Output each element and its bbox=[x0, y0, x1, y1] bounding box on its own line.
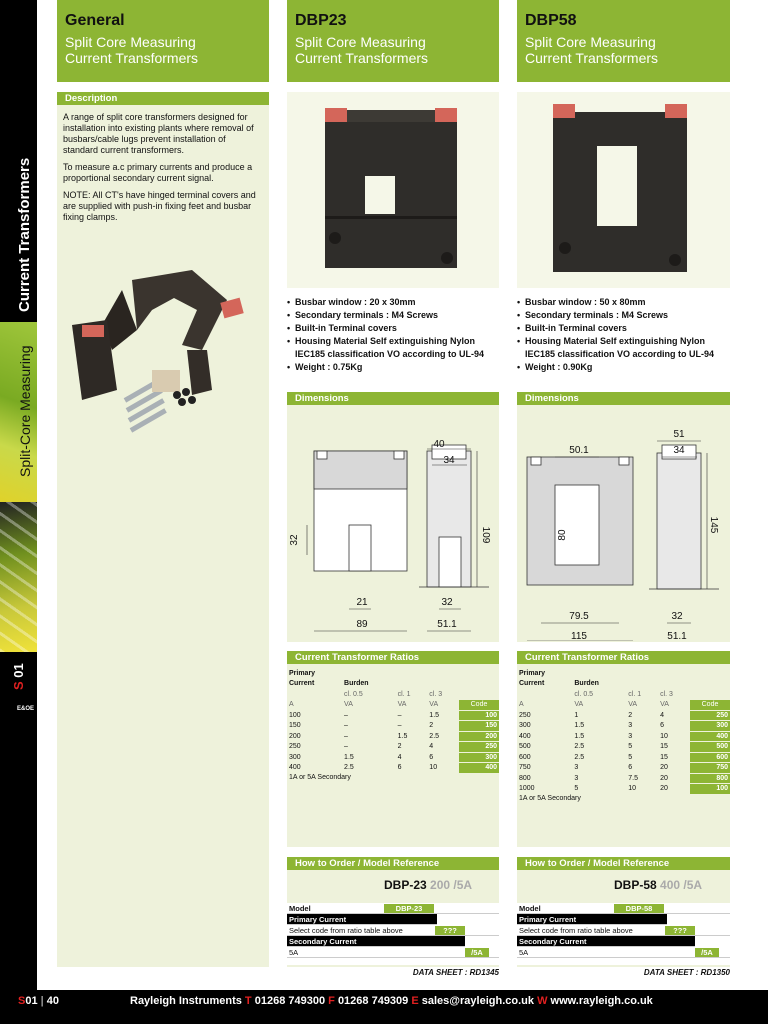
sidebar-decoration bbox=[0, 502, 37, 652]
dbp23-secondary-note: 1A or 5A Secondary bbox=[289, 773, 351, 781]
ratio-row: 250 – 2 4 250 bbox=[289, 743, 497, 751]
dim-label: 32 bbox=[671, 611, 683, 622]
dbp58-ratio-heading: Current Transformer Ratios bbox=[517, 651, 730, 664]
ratio-row: 100 – – 1.5 100 bbox=[289, 711, 497, 719]
dbp58-features: • Busbar window : 50 x 80mm • Secondary terminals : M4 Screws • Built-in Terminal covers • Housing Material Self extinguishing Nylon IEC185 classification VO according to UL-94 • Weight : 0.90Kg bbox=[517, 296, 730, 374]
dbp23-photo bbox=[287, 92, 499, 288]
dbp58-order-heading: How to Order / Model Reference bbox=[517, 857, 730, 870]
dbp23-dimension-drawing bbox=[287, 405, 499, 641]
dim-label: 51.1 bbox=[667, 631, 687, 641]
sidebar-section-title: Current Transformers bbox=[16, 157, 33, 312]
description-paragraph: A range of split core transformers designed for installation into existing plants where removal of busbars/cable lugs prevent installation of standard current transformers. bbox=[63, 112, 254, 155]
footer-email-link[interactable]: sales@rayleigh.co.uk bbox=[421, 995, 534, 1007]
dim-label: 145 bbox=[708, 516, 719, 534]
ratio-row: 300 1.5 3 6 300 bbox=[519, 722, 728, 730]
dbp58-dimensions-heading: Dimensions bbox=[517, 392, 730, 405]
dbp58-secondary-note: 1A or 5A Secondary bbox=[519, 794, 581, 802]
general-title-box: General Split Core Measuring Current Transformers bbox=[57, 0, 269, 82]
dbp23-features: • Busbar window : 20 x 30mm • Secondary terminals : M4 Screws • Built-in Terminal covers • Housing Material Self extinguishing Nylon IEC185 classification VO according to UL-94 • Weight : 0.75Kg bbox=[287, 296, 499, 374]
dim-label: 89 bbox=[356, 619, 368, 630]
dbp58-title-box: DBP58 Split Core Measuring Current Transformers bbox=[517, 0, 730, 82]
dbp58-title: DBP58 bbox=[525, 12, 577, 29]
ratio-row: 800 3 7.5 20 800 bbox=[519, 774, 728, 782]
ratio-row: 500 2.5 5 15 500 bbox=[519, 743, 728, 751]
dbp58-column bbox=[517, 0, 730, 82]
dim-label: 34 bbox=[673, 445, 685, 456]
dbp58-order-panel bbox=[517, 857, 730, 967]
dbp23-order-table: Model DBP-23 Primary Current Select code from ratio table above ??? Secondary Current 5A /5A bbox=[287, 903, 499, 965]
dbp23-dimensions-heading: Dimensions bbox=[287, 392, 499, 405]
general-panel bbox=[57, 92, 269, 967]
dim-label: 34 bbox=[443, 455, 455, 466]
dim-label: 50.1 bbox=[569, 445, 589, 456]
description-heading: Description bbox=[57, 92, 269, 105]
ratio-row: 250 1 2 4 250 bbox=[519, 711, 728, 719]
dbp23-title: DBP23 bbox=[295, 12, 347, 29]
dbp58-order-table: Model DBP-58 Primary Current Select code from ratio table above ??? Secondary Current 5A /5A bbox=[517, 903, 730, 965]
dbp23-dimensions-panel bbox=[287, 392, 499, 642]
dbp58-ratio-table: Primary Current Burden cl. 0.5 cl. 1 cl. 3 A VA VA VA Code 250 1 2 4 250 300 1.5 3 6 300 400 1.5 3 10 400 500 2.5 5 15 500 600 2.5 5 15 600 750 3 6 20 750 800 3 7.5 20 800 1000 5 10 20 100 bbox=[519, 669, 728, 793]
ratio-row: 200 – 1.5 2.5 200 bbox=[289, 732, 497, 740]
dbp58-dimension-drawing bbox=[517, 405, 730, 641]
dim-label: 32 bbox=[441, 597, 453, 608]
dbp58-ratio-panel bbox=[517, 651, 730, 847]
dim-label: 40 bbox=[433, 439, 445, 450]
general-column bbox=[57, 0, 269, 82]
ratio-row: 1000 5 10 20 100 bbox=[519, 785, 728, 793]
ratio-row: 750 3 6 20 750 bbox=[519, 764, 728, 772]
dbp23-column bbox=[287, 0, 499, 82]
dbp23-datasheet: DATA SHEET : RD1345 bbox=[412, 968, 499, 977]
footer-page-number: S01 | 40 bbox=[18, 995, 60, 1007]
eoe-note: E&OE bbox=[17, 706, 35, 712]
sidebar-section-number: S 01 bbox=[0, 652, 37, 700]
ratio-row: 400 1.5 3 10 400 bbox=[519, 732, 728, 740]
dim-label: 80 bbox=[557, 529, 568, 541]
ratio-row: 400 2.5 6 10 400 bbox=[289, 764, 497, 772]
dim-label: 109 bbox=[480, 526, 491, 544]
ratio-row: 600 2.5 5 15 600 bbox=[519, 753, 728, 761]
dbp23-model-code: DBP-23 200 /5A bbox=[384, 878, 473, 892]
dbp23-order-heading: How to Order / Model Reference bbox=[287, 857, 499, 870]
dim-label: 51.1 bbox=[437, 619, 457, 630]
split-core-photo bbox=[62, 270, 267, 440]
dbp23-ratio-heading: Current Transformer Ratios bbox=[287, 651, 499, 664]
general-title: General bbox=[65, 12, 125, 29]
dim-label: 115 bbox=[571, 631, 587, 641]
dbp23-ratio-panel bbox=[287, 651, 499, 847]
description-paragraph: NOTE: All CT's have hinged terminal covers and are supplied with push-in fixing feet and busbar fixing clamps. bbox=[63, 190, 256, 222]
sidebar-subsection-band bbox=[0, 322, 37, 502]
dim-label: 79.5 bbox=[569, 611, 589, 622]
sidebar-subsection-title: Split-Core Measuring bbox=[17, 345, 33, 477]
dbp58-dimensions-panel bbox=[517, 392, 730, 642]
dbp23-title-box: DBP23 Split Core Measuring Current Transformers bbox=[287, 0, 499, 82]
dbp23-ratio-table: Primary Current Burden cl. 0.5 cl. 1 cl. 3 A VA VA VA Code 100 – – 1.5 100 150 – – 2 150 200 – 1.5 2.5 200 250 – 2 4 250 300 1.5 4 6 300 400 2.5 6 10 400 bbox=[289, 669, 497, 772]
dim-label: 21 bbox=[356, 597, 368, 608]
dbp58-photo bbox=[517, 92, 730, 288]
ratio-row: 150 – – 2 150 bbox=[289, 722, 497, 730]
dbp58-model-code: DBP-58 400 /5A bbox=[614, 878, 703, 892]
ratio-row: 300 1.5 4 6 300 bbox=[289, 753, 497, 761]
dbp58-datasheet: DATA SHEET : RD1350 bbox=[643, 968, 730, 977]
dim-label: 51 bbox=[673, 429, 685, 440]
footer bbox=[0, 990, 768, 1024]
dbp23-order-panel bbox=[287, 857, 499, 967]
dim-label: 32 bbox=[289, 534, 300, 546]
description-paragraph: To measure a.c primary currents and produce a proportional secondary current signal. bbox=[63, 162, 253, 183]
footer-contact: Rayleigh Instruments T 01268 749300 F 01268 749309 E sales@rayleigh.co.uk W www.rayleigh.co.uk bbox=[130, 995, 653, 1007]
footer-web-link[interactable]: www.rayleigh.co.uk bbox=[550, 995, 653, 1007]
